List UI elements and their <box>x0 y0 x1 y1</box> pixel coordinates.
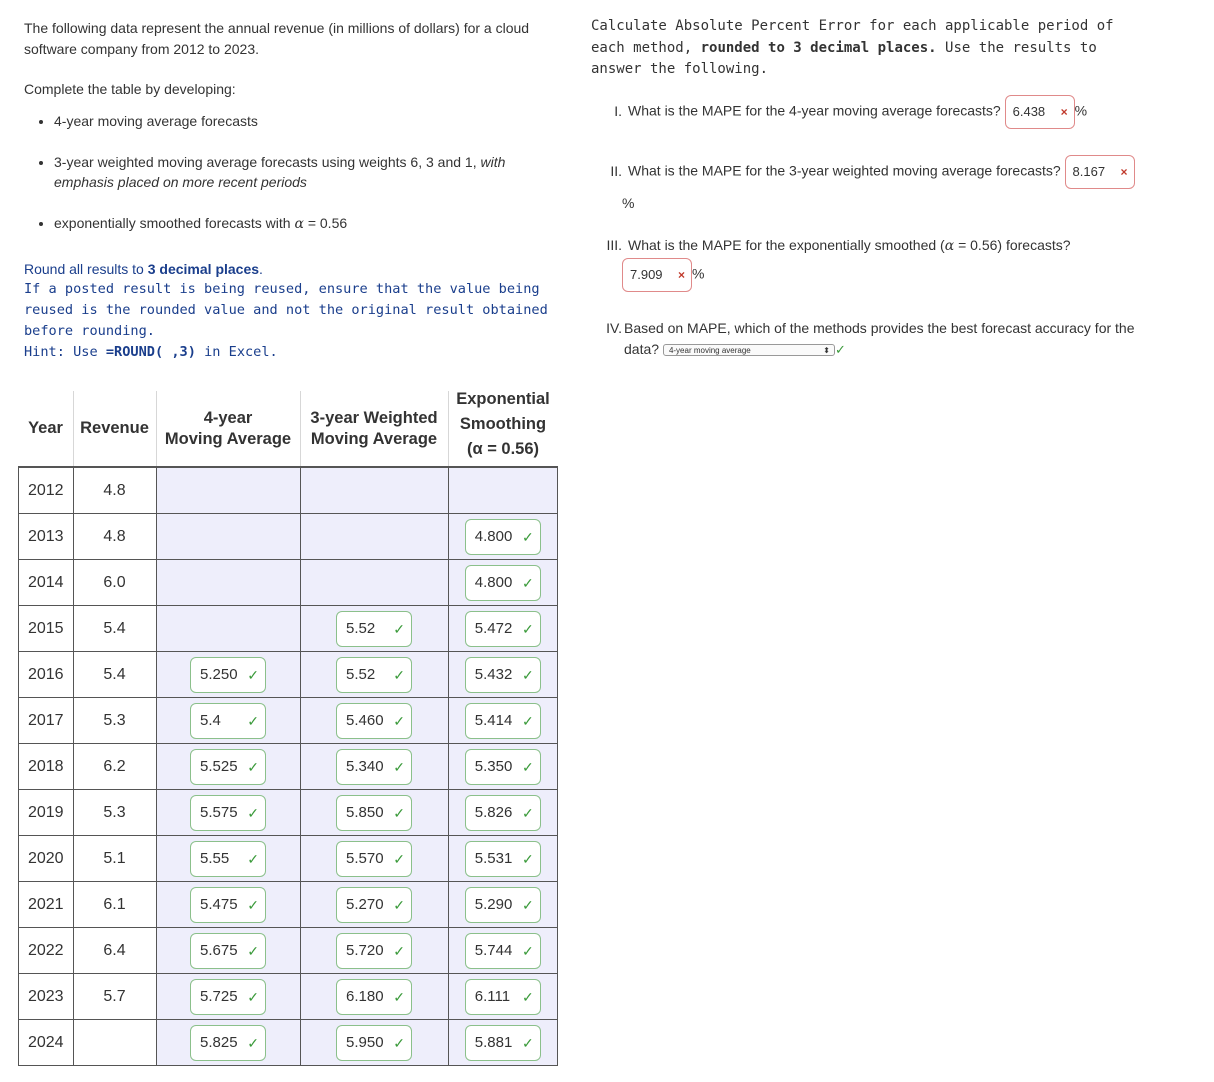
es-cell <box>448 514 558 560</box>
es-answer-input[interactable]: 6.111 ✓ <box>465 979 541 1015</box>
question-2: II. What is the MAPE for the 3-year weighted moving average forecasts? 8.167 × <box>600 155 1135 189</box>
ma4-answer-input[interactable]: 5.725 ✓ <box>190 979 266 1015</box>
ma4-answer-input[interactable]: 5.55 ✓ <box>190 841 266 877</box>
wma3-answer-input[interactable]: 5.850 ✓ <box>336 795 412 831</box>
problem-statement <box>24 18 564 363</box>
ma4-cell <box>156 928 300 974</box>
wma3-cell <box>300 606 448 652</box>
es-answer-input[interactable]: 5.531 ✓ <box>465 841 541 877</box>
correct-check-icon: ✓ <box>522 804 534 821</box>
correct-check-icon: ✓ <box>834 342 846 357</box>
incorrect-x-icon: × <box>677 268 685 282</box>
correct-check-icon: ✓ <box>393 758 405 775</box>
wma3-cell <box>300 467 448 514</box>
es-answer-input[interactable]: 5.826 ✓ <box>465 795 541 831</box>
correct-check-icon: ✓ <box>522 758 534 775</box>
question-4: IV. Based on MAPE, which of the methods provides the best forecast accuracy for the data? 4-year moving average ⬍ ✓ <box>606 320 1135 357</box>
year-cell: 2013 <box>19 514 74 560</box>
question-1: I. What is the MAPE for the 4-year moving average forecasts? 6.438 × % <box>600 95 1087 129</box>
correct-check-icon: ✓ <box>522 712 534 729</box>
wma3-cell <box>300 974 448 1020</box>
wma3-answer-input[interactable]: 5.720 ✓ <box>336 933 412 969</box>
table-row <box>19 514 558 560</box>
revenue-cell: 5.4 <box>73 652 156 698</box>
ma4-answer-input[interactable]: 5.675 ✓ <box>190 933 266 969</box>
ma4-cell <box>156 467 300 514</box>
col-ma4-header: 4-year Moving Average <box>156 391 300 467</box>
table-row <box>19 698 558 744</box>
table-row <box>19 606 558 652</box>
wma3-cell <box>300 836 448 882</box>
wma3-answer-input[interactable]: 5.950 ✓ <box>336 1025 412 1061</box>
revenue-cell: 5.7 <box>73 974 156 1020</box>
intro-text: The following data represent the annual revenue (in millions of dollars) for a cloud software company from 2012 to 2023. <box>24 20 530 57</box>
es-answer-input[interactable]: 5.472 ✓ <box>465 611 541 647</box>
es-cell <box>448 882 558 928</box>
revenue-cell: 6.2 <box>73 744 156 790</box>
correct-check-icon: ✓ <box>522 942 534 959</box>
wma3-cell <box>300 514 448 560</box>
revenue-cell: 6.1 <box>73 882 156 928</box>
correct-check-icon: ✓ <box>247 942 259 959</box>
wma3-answer-input[interactable]: 5.340 ✓ <box>336 749 412 785</box>
es-answer-input[interactable]: 5.744 ✓ <box>465 933 541 969</box>
table-row <box>19 744 558 790</box>
task-exp-smoothing: • exponentially smoothed forecasts with α = 0.56 <box>54 213 564 234</box>
year-cell: 2012 <box>19 467 74 514</box>
table-row <box>19 560 558 606</box>
correct-check-icon: ✓ <box>522 574 534 591</box>
correct-check-icon: ✓ <box>522 528 534 545</box>
correct-check-icon: ✓ <box>393 620 405 637</box>
ma4-cell <box>156 1020 300 1066</box>
q3-answer-input[interactable]: 7.909 × <box>622 258 692 292</box>
table-row <box>19 790 558 836</box>
correct-check-icon: ✓ <box>247 712 259 729</box>
correct-check-icon: ✓ <box>247 804 259 821</box>
task-4yr-ma: • 4-year moving average forecasts <box>54 111 564 131</box>
mape-instructions: Calculate Absolute Percent Error for each applicable period of each method, rounded to 3 decimal places. Use the results to answer the following. <box>591 18 1114 77</box>
correct-check-icon: ✓ <box>393 896 405 913</box>
es-cell <box>448 928 558 974</box>
year-cell: 2023 <box>19 974 74 1020</box>
year-cell: 2019 <box>19 790 74 836</box>
best-method-select[interactable]: 4-year moving average ⬍ <box>663 344 835 356</box>
wma3-cell <box>300 1020 448 1066</box>
year-cell: 2014 <box>19 560 74 606</box>
col-es-header: Exponential Smoothing (α = 0.56) <box>448 391 558 467</box>
es-cell <box>448 467 558 514</box>
es-cell <box>448 836 558 882</box>
year-cell: 2016 <box>19 652 74 698</box>
wma3-answer-input[interactable]: 5.570 ✓ <box>336 841 412 877</box>
ma4-cell <box>156 514 300 560</box>
rounding-note: Round all results to 3 decimal places. <box>24 261 263 277</box>
es-answer-input[interactable]: 5.881 ✓ <box>465 1025 541 1061</box>
es-answer-input[interactable]: 4.800 ✓ <box>465 565 541 601</box>
es-answer-input[interactable]: 5.414 ✓ <box>465 703 541 739</box>
ma4-answer-input[interactable]: 5.825 ✓ <box>190 1025 266 1061</box>
es-answer-input[interactable]: 5.350 ✓ <box>465 749 541 785</box>
ma4-answer-input[interactable]: 5.4 ✓ <box>190 703 266 739</box>
es-cell <box>448 560 558 606</box>
ma4-answer-input[interactable]: 5.575 ✓ <box>190 795 266 831</box>
revenue-cell: 5.4 <box>73 606 156 652</box>
wma3-answer-input[interactable]: 6.180 ✓ <box>336 979 412 1015</box>
table-row <box>19 467 558 514</box>
wma3-answer-input[interactable]: 5.270 ✓ <box>336 887 412 923</box>
table-row <box>19 1020 558 1066</box>
col-revenue-header: Revenue <box>73 391 156 467</box>
wma3-cell <box>300 790 448 836</box>
wma3-cell <box>300 560 448 606</box>
correct-check-icon: ✓ <box>393 850 405 867</box>
correct-check-icon: ✓ <box>247 988 259 1005</box>
correct-check-icon: ✓ <box>393 712 405 729</box>
es-cell <box>448 744 558 790</box>
revenue-cell: 5.3 <box>73 790 156 836</box>
correct-check-icon: ✓ <box>393 804 405 821</box>
year-cell: 2017 <box>19 698 74 744</box>
wma3-answer-input[interactable]: 5.460 ✓ <box>336 703 412 739</box>
task-3yr-wma: • 3-year weighted moving average forecasts using weights 6, 3 and 1, with emphasis placed on more recent periods <box>54 152 564 192</box>
ma4-cell <box>156 698 300 744</box>
revenue-cell: 5.3 <box>73 698 156 744</box>
es-cell <box>448 974 558 1020</box>
ma4-cell <box>156 790 300 836</box>
incorrect-x-icon: × <box>1120 165 1128 179</box>
correct-check-icon: ✓ <box>522 666 534 683</box>
ma4-cell <box>156 974 300 1020</box>
table-row <box>19 836 558 882</box>
table-row <box>19 974 558 1020</box>
forecast-table <box>18 391 558 1066</box>
ma4-cell <box>156 744 300 790</box>
incorrect-x-icon: × <box>1060 105 1068 119</box>
correct-check-icon: ✓ <box>247 850 259 867</box>
question-3-answer-row: 7.909 × % <box>622 258 704 292</box>
ma4-cell <box>156 836 300 882</box>
wma3-cell <box>300 652 448 698</box>
correct-check-icon: ✓ <box>522 896 534 913</box>
revenue-cell: 4.8 <box>73 514 156 560</box>
es-cell <box>448 1020 558 1066</box>
correct-check-icon: ✓ <box>247 666 259 683</box>
year-cell: 2018 <box>19 744 74 790</box>
correct-check-icon: ✓ <box>522 988 534 1005</box>
correct-check-icon: ✓ <box>393 666 405 683</box>
correct-check-icon: ✓ <box>393 988 405 1005</box>
ma4-answer-input[interactable]: 5.525 ✓ <box>190 749 266 785</box>
wma3-cell <box>300 698 448 744</box>
wma3-cell <box>300 744 448 790</box>
es-answer-input[interactable]: 5.432 ✓ <box>465 657 541 693</box>
correct-check-icon: ✓ <box>393 942 405 959</box>
table-row <box>19 652 558 698</box>
q2-percent-label: % <box>622 195 635 211</box>
year-cell: 2022 <box>19 928 74 974</box>
wma3-answer-input[interactable]: 5.52 ✓ <box>336 611 412 647</box>
correct-check-icon: ✓ <box>522 1034 534 1051</box>
table-row <box>19 882 558 928</box>
es-answer-input[interactable]: 4.800 ✓ <box>465 519 541 555</box>
revenue-cell: 5.1 <box>73 836 156 882</box>
correct-check-icon: ✓ <box>247 1034 259 1051</box>
es-cell <box>448 790 558 836</box>
revenue-cell <box>73 1020 156 1066</box>
ma4-answer-input[interactable]: 5.250 ✓ <box>190 657 266 693</box>
ma4-answer-input[interactable]: 5.475 ✓ <box>190 887 266 923</box>
reuse-note: If a posted result is being reused, ensure that the value being reused is the rounded value and not the original result obtained before rounding. Hint: Use =ROUND( ,3) in Excel. <box>24 281 548 360</box>
q1-answer-input[interactable]: 6.438 × <box>1005 95 1075 129</box>
ma4-cell <box>156 652 300 698</box>
correct-check-icon: ✓ <box>247 758 259 775</box>
es-cell <box>448 606 558 652</box>
correct-check-icon: ✓ <box>393 1034 405 1051</box>
year-cell: 2021 <box>19 882 74 928</box>
ma4-cell <box>156 882 300 928</box>
task-list <box>24 111 564 234</box>
correct-check-icon: ✓ <box>522 850 534 867</box>
revenue-cell: 4.8 <box>73 467 156 514</box>
revenue-cell: 6.0 <box>73 560 156 606</box>
correct-check-icon: ✓ <box>522 620 534 637</box>
ma4-cell <box>156 606 300 652</box>
correct-check-icon: ✓ <box>247 896 259 913</box>
es-answer-input[interactable]: 5.290 ✓ <box>465 887 541 923</box>
complete-instruction: Complete the table by developing: <box>24 81 236 97</box>
year-cell: 2024 <box>19 1020 74 1066</box>
wma3-cell <box>300 928 448 974</box>
revenue-cell: 6.4 <box>73 928 156 974</box>
table-row <box>19 928 558 974</box>
table-header-row <box>19 391 558 467</box>
year-cell: 2015 <box>19 606 74 652</box>
q2-answer-input[interactable]: 8.167 × <box>1065 155 1135 189</box>
es-cell <box>448 698 558 744</box>
col-year-header: Year <box>19 391 74 467</box>
year-cell: 2020 <box>19 836 74 882</box>
question-3: III. What is the MAPE for the exponentially smoothed (α = 0.56) forecasts? <box>606 237 1071 254</box>
es-cell <box>448 652 558 698</box>
ma4-cell <box>156 560 300 606</box>
select-arrow-icon: ⬍ <box>823 346 830 356</box>
questions-panel <box>591 16 1191 81</box>
wma3-cell <box>300 882 448 928</box>
col-wma3-header: 3-year Weighted Moving Average <box>300 391 448 467</box>
wma3-answer-input[interactable]: 5.52 ✓ <box>336 657 412 693</box>
